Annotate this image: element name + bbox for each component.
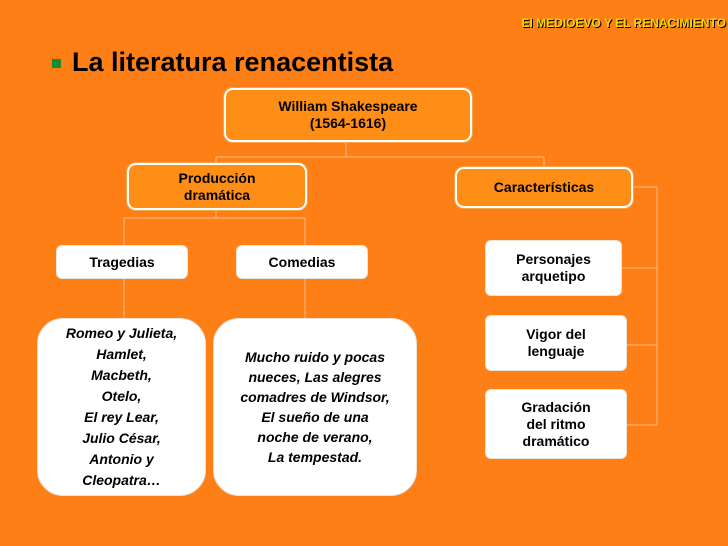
tragedias-work-line: El rey Lear, bbox=[84, 409, 159, 425]
vigor-label-1: Vigor del bbox=[526, 326, 586, 342]
gradacion-label-3: dramático bbox=[522, 432, 590, 449]
comedias-works bbox=[213, 318, 417, 496]
tragedias-work-line: Romeo y Julieta, bbox=[65, 325, 178, 341]
tragedias-work-line: Cleopatra… bbox=[82, 472, 161, 488]
tragedias-work-line: Hamlet, bbox=[96, 346, 147, 362]
tragedias-node bbox=[56, 245, 188, 279]
gradacion-node bbox=[485, 389, 627, 459]
comedias-work-line: Mucho ruido y pocas bbox=[244, 349, 385, 365]
caracteristicas-node bbox=[455, 167, 633, 208]
slide-header: El MEDIOEVO Y EL RENACIMIENTO bbox=[521, 16, 726, 30]
comedias-work-line: El sueño de una bbox=[261, 409, 369, 425]
tragedias-label: Tragedias bbox=[89, 253, 155, 270]
personajes-label-2: arquetipo bbox=[521, 268, 586, 284]
comedias-label: Comedias bbox=[268, 253, 336, 270]
tragedias-work-line: Otelo, bbox=[101, 388, 142, 404]
comedias-work-line: comadres de Windsor, bbox=[240, 389, 390, 405]
vigor-label-2: lenguaje bbox=[527, 343, 585, 359]
comedias-node bbox=[236, 245, 368, 279]
gradacion-label-1: Gradación bbox=[521, 398, 591, 415]
comedias-work-line: La tempestad. bbox=[267, 449, 363, 465]
bullet-icon bbox=[52, 59, 61, 68]
personajes-node bbox=[485, 240, 622, 296]
tragedias-works bbox=[37, 318, 206, 496]
tragedias-work-line: Julio César, bbox=[82, 430, 161, 446]
slide-title: La literatura renacentista bbox=[72, 47, 394, 77]
produccion-label-1: Producción bbox=[178, 169, 256, 186]
personajes-label-1: Personajes bbox=[516, 251, 591, 267]
caracteristicas-label: Características bbox=[493, 179, 595, 195]
root-node-name: William Shakespeare bbox=[278, 98, 418, 114]
vigor-node bbox=[485, 315, 627, 371]
root-node-dates: (1564-1616) bbox=[309, 115, 387, 131]
gradacion-label-2: del ritmo bbox=[526, 415, 586, 432]
comedias-work-line: noche de verano, bbox=[257, 429, 373, 445]
tragedias-work-line: Antonio y bbox=[89, 451, 154, 467]
produccion-node bbox=[127, 163, 307, 210]
produccion-label-2: dramática bbox=[183, 186, 251, 203]
tragedias-work-line: Macbeth, bbox=[91, 367, 152, 383]
comedias-work-line: nueces, Las alegres bbox=[248, 369, 382, 385]
root-node bbox=[224, 88, 472, 142]
